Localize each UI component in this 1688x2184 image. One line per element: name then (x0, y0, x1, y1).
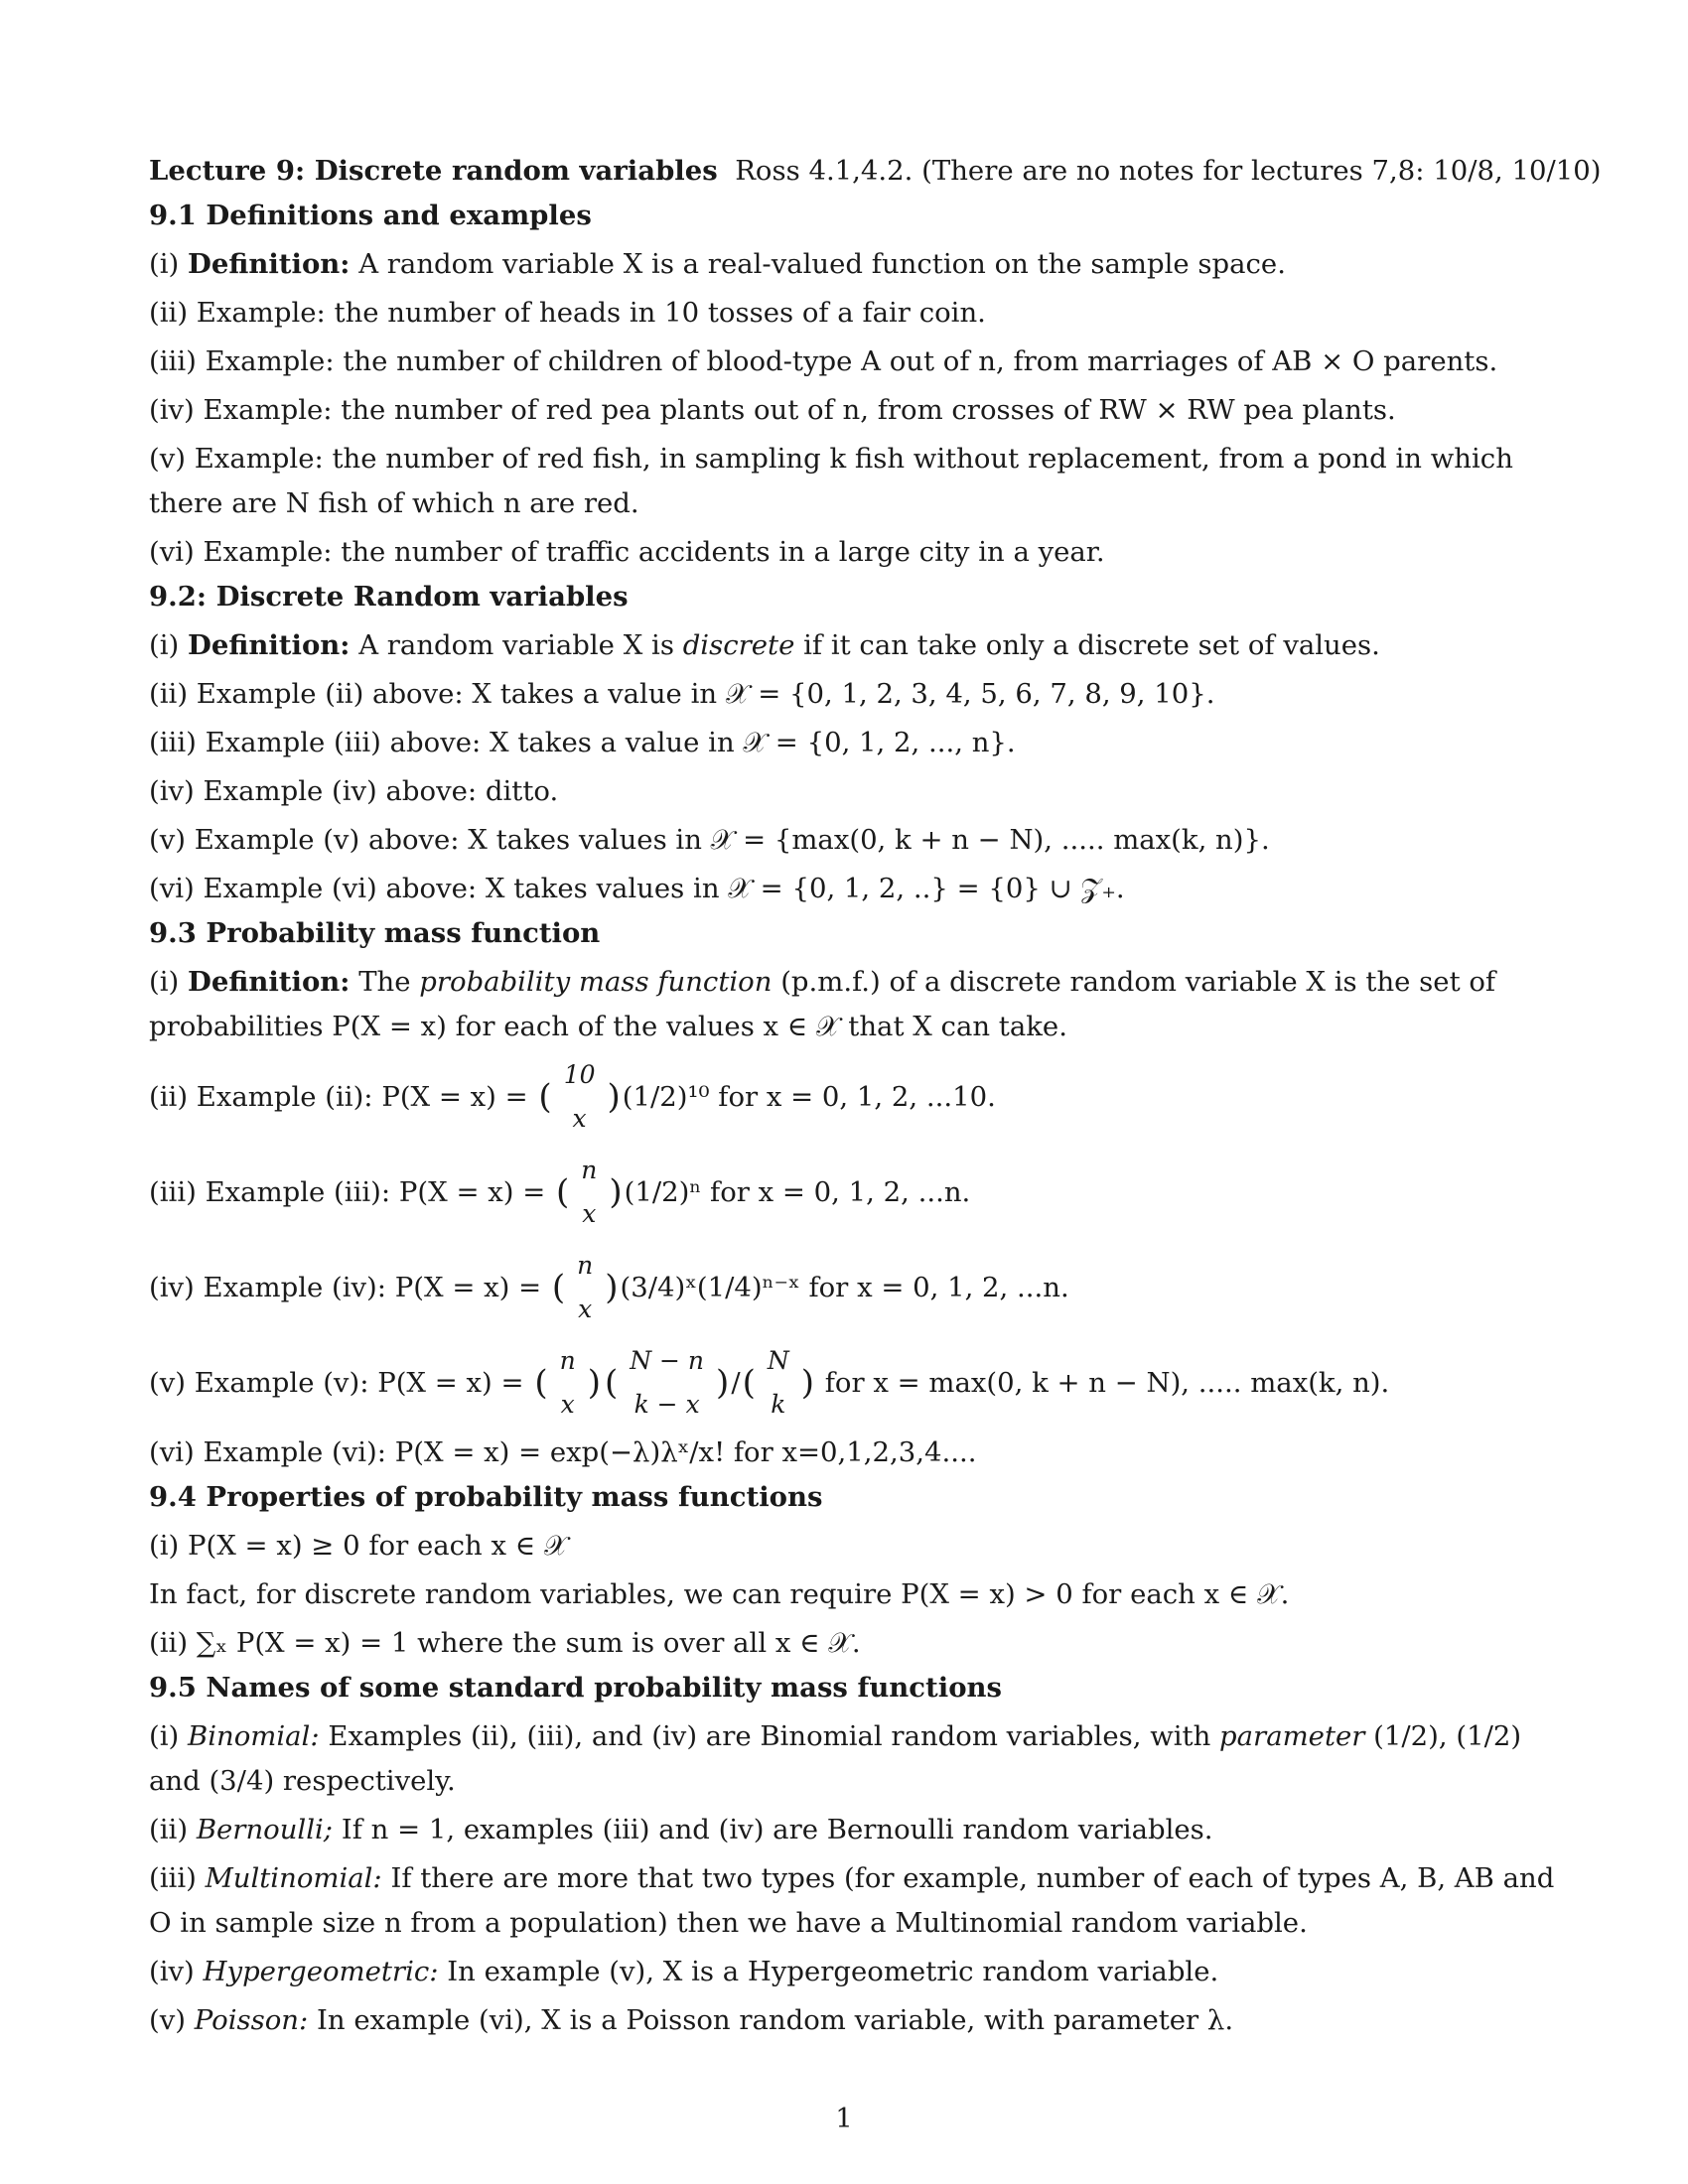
s2-item-i: (i) Definition: A random variable X is discrete if it can take only a discrete set of values. (149, 629, 1380, 661)
binomial-coefficient: ( N k ) (742, 1346, 814, 1419)
s1-item-ii: (ii) Example: the number of heads in 10 tosses of a fair coin. (149, 297, 986, 329)
page-number: 1 (835, 2103, 853, 2134)
s2-item-iv: (iv) Example (iv) above: ditto. (149, 775, 559, 807)
section-heading-9-4: 9.4 Properties of probability mass functions (149, 1481, 823, 1513)
section-heading-9-5: 9.5 Names of some standard probability mass functions (149, 1672, 1003, 1704)
s3-item-vi: (vi) Example (vi): P(X = x) = exp(−λ)λˣ/x! for x=0,1,2,3,4.... (149, 1436, 977, 1468)
s5-item-i: (i) Binomial: Examples (ii), (iii), and (iv) are Binomial random variables, with parameter (1/2), (1/2) and (3/4) respectively. (149, 1720, 1522, 1797)
s1-item-iv: (iv) Example: the number of red pea plants out of n, from crosses of RW × RW pea plants. (149, 394, 1396, 426)
document-page (149, 149, 1602, 2043)
binomial-coefficient: ( n x ) (556, 1156, 623, 1228)
lecture-reference: Ross 4.1,4.2. (There are no notes for lectures 7,8: 10/8, 10/10) (735, 155, 1602, 187)
s4-item-ii: (ii) ∑ₓ P(X = x) = 1 where the sum is over all x ∈ 𝒳. (149, 1627, 861, 1659)
lecture-title: Lecture 9: Discrete random variables (149, 155, 718, 187)
s5-item-iv: (iv) Hypergeometric: In example (v), X is a Hypergeometric random variable. (149, 1956, 1219, 1987)
s3-item-iv: (iv) Example (iv): P(X = x) = ( n x ) (3/4)ˣ(1/4)ⁿ⁻ˣ for x = 0, 1, 2, ...n. (149, 1240, 1579, 1335)
s3-item-ii: (ii) Example (ii): P(X = x) = ( 10 x ) (1/2)¹⁰ for x = 0, 1, 2, ...10. (149, 1049, 1579, 1145)
s2-item-v: (v) Example (v) above: X takes values in 𝒳 = {max(0, k + n − N), ..... max(k, n)}. (149, 824, 1270, 856)
s2-item-ii: (ii) Example (ii) above: X takes a value in 𝒳 = {0, 1, 2, 3, 4, 5, 6, 7, 8, 9, 10}. (149, 678, 1215, 710)
binomial-coefficient: ( 10 x ) (538, 1060, 621, 1133)
s3-item-i: (i) Definition: The probability mass function (p.m.f.) of a discrete random variable X is the set of probabilities P(X = x) for each of the values x ∈ 𝒳 that X can take. (149, 966, 1496, 1042)
s5-item-ii: (ii) Bernoulli; If n = 1, examples (iii) and (iv) are Bernoulli random variables. (149, 1814, 1213, 1845)
s1-item-vi: (vi) Example: the number of traffic accidents in a large city in a year. (149, 536, 1105, 568)
s3-item-v: (v) Example (v): P(X = x) = ( n x ) ( N − n k − x ) / ( N k ) for x = max(0, k + n − N), ..... max(k, n). (149, 1335, 1579, 1431)
s1-item-v: (v) Example: the number of red fish, in sampling k fish without replacement, from a pond in which there are N fish of which n are red. (149, 443, 1513, 519)
binomial-coefficient: ( n x ) (534, 1346, 601, 1419)
s5-item-iii: (iii) Multinomial: If there are more that two types (for example, number of each of types A, B, AB and O in sample size n from a population) then we have a Multinomial random variable. (149, 1862, 1555, 1939)
s4-item-i: (i) P(X = x) ≥ 0 for each x ∈ 𝒳 (149, 1530, 568, 1562)
binomial-coefficient: ( N − n k − x ) (604, 1346, 730, 1419)
s1-item-i: (i) Definition: A random variable X is a real-valued function on the sample space. (149, 248, 1286, 280)
s5-item-v: (v) Poisson: In example (vi), X is a Poisson random variable, with parameter λ. (149, 2004, 1234, 2036)
section-heading-9-3: 9.3 Probability mass function (149, 917, 601, 949)
s1-item-iii: (iii) Example: the number of children of blood-type A out of n, from marriages of AB × O parents. (149, 345, 1498, 377)
lecture-header (149, 149, 1602, 194)
s2-item-vi: (vi) Example (vi) above: X takes values in 𝒳 = {0, 1, 2, ..} = {0} ∪ 𝒵₊. (149, 873, 1125, 904)
section-heading-9-2: 9.2: Discrete Random variables (149, 581, 629, 613)
s2-item-iii: (iii) Example (iii) above: X takes a value in 𝒳 = {0, 1, 2, ..., n}. (149, 727, 1016, 758)
section-heading-9-1: 9.1 Definitions and examples (149, 200, 592, 231)
s3-item-iii: (iii) Example (iii): P(X = x) = ( n x ) (1/2)ⁿ for x = 0, 1, 2, ...n. (149, 1145, 1579, 1240)
binomial-coefficient: ( n x ) (551, 1251, 619, 1323)
s4-fact: In fact, for discrete random variables, we can require P(X = x) > 0 for each x ∈ 𝒳. (149, 1578, 1290, 1610)
